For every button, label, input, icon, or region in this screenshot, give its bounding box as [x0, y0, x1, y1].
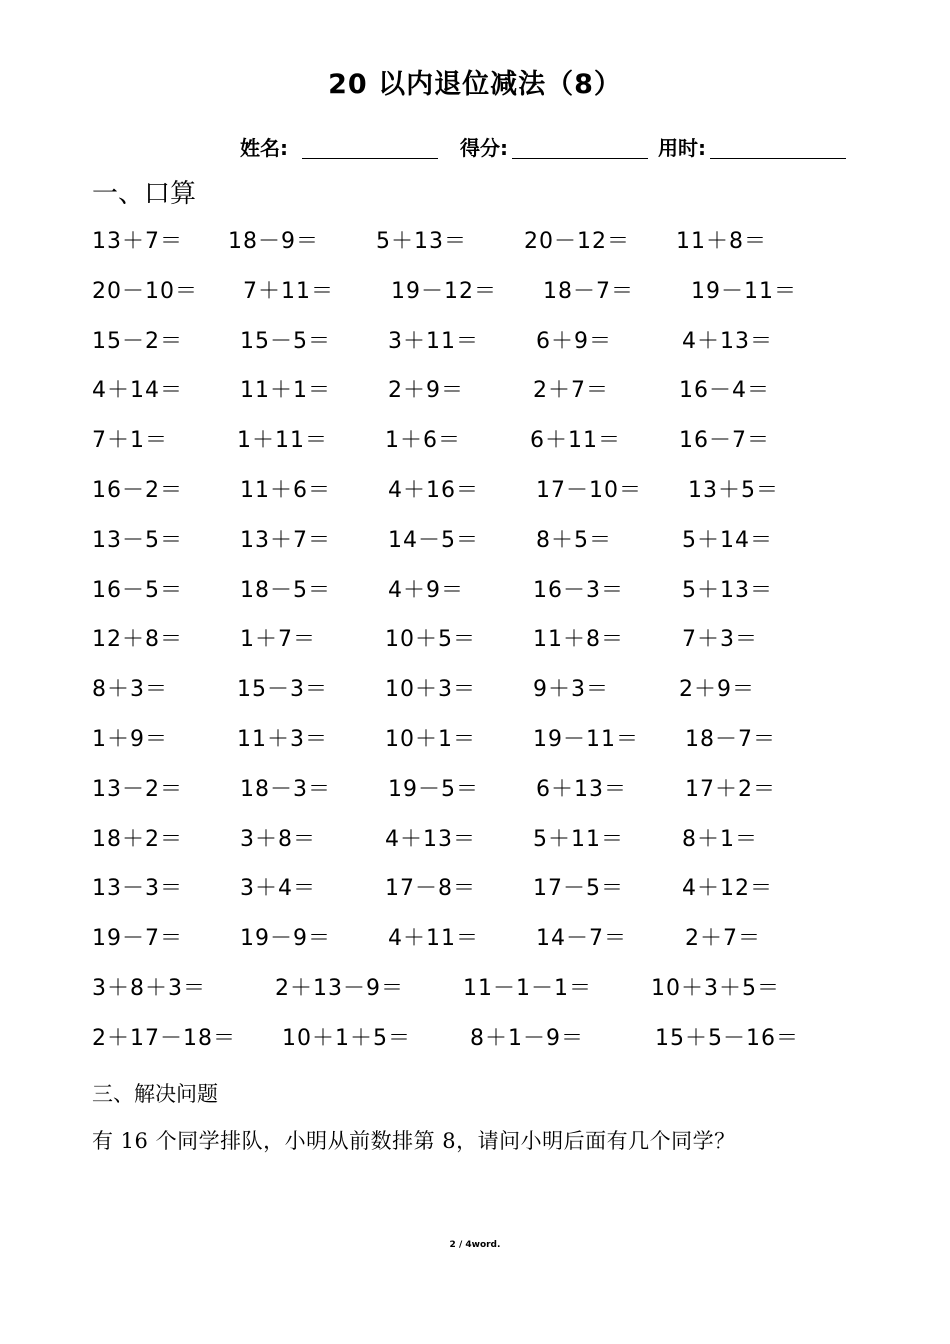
- page-footer: 2 / 4word.: [449, 1240, 501, 1250]
- arithmetic-problem: 13＋7＝: [240, 527, 331, 553]
- arithmetic-problem: 5＋14＝: [682, 527, 773, 553]
- arithmetic-problem: 18－5＝: [240, 577, 331, 603]
- arithmetic-problem: 8＋1＝: [682, 826, 758, 852]
- arithmetic-problem: 7＋1＝: [92, 428, 168, 454]
- arithmetic-problem: 13－2＝: [92, 776, 183, 802]
- arithmetic-problem: 3＋11＝: [388, 328, 479, 354]
- arithmetic-problem: 17－5＝: [533, 876, 624, 902]
- arithmetic-problem: 18－3＝: [240, 776, 331, 802]
- arithmetic-problem: 2＋13－9＝: [275, 976, 404, 1001]
- word-problem: 有 16 个同学排队，小明从前数排第 8，请问小明后面有几个同学？: [92, 1129, 736, 1153]
- arithmetic-problem: 18－9＝: [228, 229, 319, 254]
- problem-row: [0, 871, 950, 907]
- arithmetic-problem: 2＋17－18＝: [92, 1025, 236, 1051]
- arithmetic-problem: 15＋5－16＝: [655, 1025, 799, 1051]
- arithmetic-problem: 15－2＝: [92, 328, 183, 354]
- arithmetic-problem: 4＋14＝: [92, 378, 183, 404]
- arithmetic-problem: 2＋9＝: [388, 378, 464, 404]
- arithmetic-problem: 6＋9＝: [536, 328, 612, 354]
- problem-row: [0, 523, 950, 559]
- problem-row: [0, 573, 950, 609]
- arithmetic-problem: 1＋9＝: [92, 727, 168, 752]
- arithmetic-problem: 12＋8＝: [92, 627, 183, 653]
- arithmetic-problem: 20－12＝: [524, 229, 630, 254]
- arithmetic-problem: 16－7＝: [679, 428, 770, 454]
- arithmetic-problem: 17－8＝: [385, 876, 476, 902]
- arithmetic-problem: 6＋13＝: [536, 776, 627, 802]
- arithmetic-problem: 13＋7＝: [92, 229, 183, 254]
- arithmetic-problem: 1＋7＝: [240, 627, 316, 653]
- arithmetic-problem: 16－2＝: [92, 478, 183, 503]
- arithmetic-problem: 20－10＝: [92, 278, 198, 304]
- arithmetic-problem: 19－11＝: [533, 727, 639, 752]
- arithmetic-problem: 13－3＝: [92, 876, 183, 902]
- arithmetic-problem: 8＋1－9＝: [470, 1025, 584, 1051]
- arithmetic-problem: 17－10＝: [536, 478, 642, 503]
- arithmetic-problem: 4＋13＝: [682, 328, 773, 354]
- arithmetic-problem: 18＋2＝: [92, 826, 183, 852]
- arithmetic-problem: 1＋6＝: [385, 428, 461, 454]
- problem-row: [0, 822, 950, 858]
- arithmetic-problem: 2＋7＝: [685, 926, 761, 952]
- student-info: [240, 130, 880, 162]
- problem-row-long: [0, 971, 950, 1007]
- arithmetic-problem: 13＋5＝: [688, 478, 779, 503]
- arithmetic-problem: 5＋11＝: [533, 826, 624, 852]
- arithmetic-problem: 19－12＝: [391, 278, 497, 304]
- time-label: 用时:: [658, 136, 706, 160]
- arithmetic-problem: 7＋11＝: [243, 278, 334, 304]
- problem-row-long: [0, 1021, 950, 1057]
- arithmetic-problem: 19－9＝: [240, 926, 331, 952]
- problem-row: [0, 274, 950, 310]
- arithmetic-problem: 4＋16＝: [388, 478, 479, 503]
- arithmetic-problem: 4＋13＝: [385, 826, 476, 852]
- score-label: 得分:: [460, 136, 508, 160]
- arithmetic-problem: 13－5＝: [92, 527, 183, 553]
- arithmetic-problem: 1＋11＝: [237, 428, 328, 454]
- arithmetic-problem: 17＋2＝: [685, 776, 776, 802]
- name-blank[interactable]: [302, 158, 438, 159]
- arithmetic-problem: 5＋13＝: [682, 577, 773, 603]
- arithmetic-problem: 4＋11＝: [388, 926, 479, 952]
- arithmetic-problem: 18－7＝: [543, 278, 634, 304]
- arithmetic-problem: 10＋1＝: [385, 727, 476, 752]
- arithmetic-problem: 19－7＝: [92, 926, 183, 952]
- problem-row: [0, 622, 950, 658]
- problem-row: [0, 373, 950, 409]
- section-heading-problem: 三、解决问题: [92, 1082, 218, 1106]
- arithmetic-problem: 14－7＝: [536, 926, 627, 952]
- arithmetic-problem: 4＋9＝: [388, 577, 464, 603]
- arithmetic-problem: 11－1－1＝: [463, 976, 592, 1001]
- arithmetic-problem: 8＋5＝: [536, 527, 612, 553]
- worksheet-title: 20 以内退位减法（8）: [328, 69, 622, 100]
- problem-row: [0, 672, 950, 708]
- arithmetic-problem: 11＋6＝: [240, 478, 331, 503]
- arithmetic-problem: 11＋3＝: [237, 727, 328, 752]
- arithmetic-problem: 11＋1＝: [240, 378, 331, 404]
- time-blank[interactable]: [710, 158, 846, 159]
- arithmetic-problem: 2＋7＝: [533, 378, 609, 404]
- arithmetic-problem: 19－11＝: [691, 278, 797, 304]
- problem-row: [0, 224, 950, 260]
- arithmetic-problem: 11＋8＝: [533, 627, 624, 653]
- arithmetic-problem: 16－5＝: [92, 577, 183, 603]
- section-heading-oral: 一、口算: [92, 179, 197, 209]
- arithmetic-problem: 10＋1＋5＝: [282, 1025, 411, 1051]
- arithmetic-problem: 3＋4＝: [240, 876, 316, 902]
- arithmetic-problem: 19－5＝: [388, 776, 479, 802]
- arithmetic-problem: 3＋8＋3＝: [92, 976, 206, 1001]
- arithmetic-problem: 3＋8＝: [240, 826, 316, 852]
- arithmetic-problem: 10＋3＋5＝: [651, 976, 780, 1001]
- arithmetic-problem: 15－3＝: [237, 677, 328, 703]
- score-blank[interactable]: [512, 158, 648, 159]
- arithmetic-problem: 6＋11＝: [530, 428, 621, 454]
- arithmetic-problem: 4＋12＝: [682, 876, 773, 902]
- problem-row: [0, 722, 950, 758]
- arithmetic-problem: 16－3＝: [533, 577, 624, 603]
- arithmetic-problem: 10＋3＝: [385, 677, 476, 703]
- problem-row: [0, 423, 950, 459]
- arithmetic-problem: 9＋3＝: [533, 677, 609, 703]
- arithmetic-problem: 5＋13＝: [376, 229, 467, 254]
- arithmetic-problem: 7＋3＝: [682, 627, 758, 653]
- arithmetic-problem: 2＋9＝: [679, 677, 755, 703]
- problem-row: [0, 324, 950, 360]
- problem-row: [0, 921, 950, 957]
- arithmetic-problem: 10＋5＝: [385, 627, 476, 653]
- problem-row: [0, 473, 950, 509]
- arithmetic-problem: 14－5＝: [388, 527, 479, 553]
- name-label: 姓名:: [240, 136, 288, 160]
- problem-row: [0, 772, 950, 808]
- arithmetic-problem: 15－5＝: [240, 328, 331, 354]
- arithmetic-problem: 11＋8＝: [676, 229, 767, 254]
- arithmetic-problem: 16－4＝: [679, 378, 770, 404]
- arithmetic-problem: 8＋3＝: [92, 677, 168, 703]
- arithmetic-problem: 18－7＝: [685, 727, 776, 752]
